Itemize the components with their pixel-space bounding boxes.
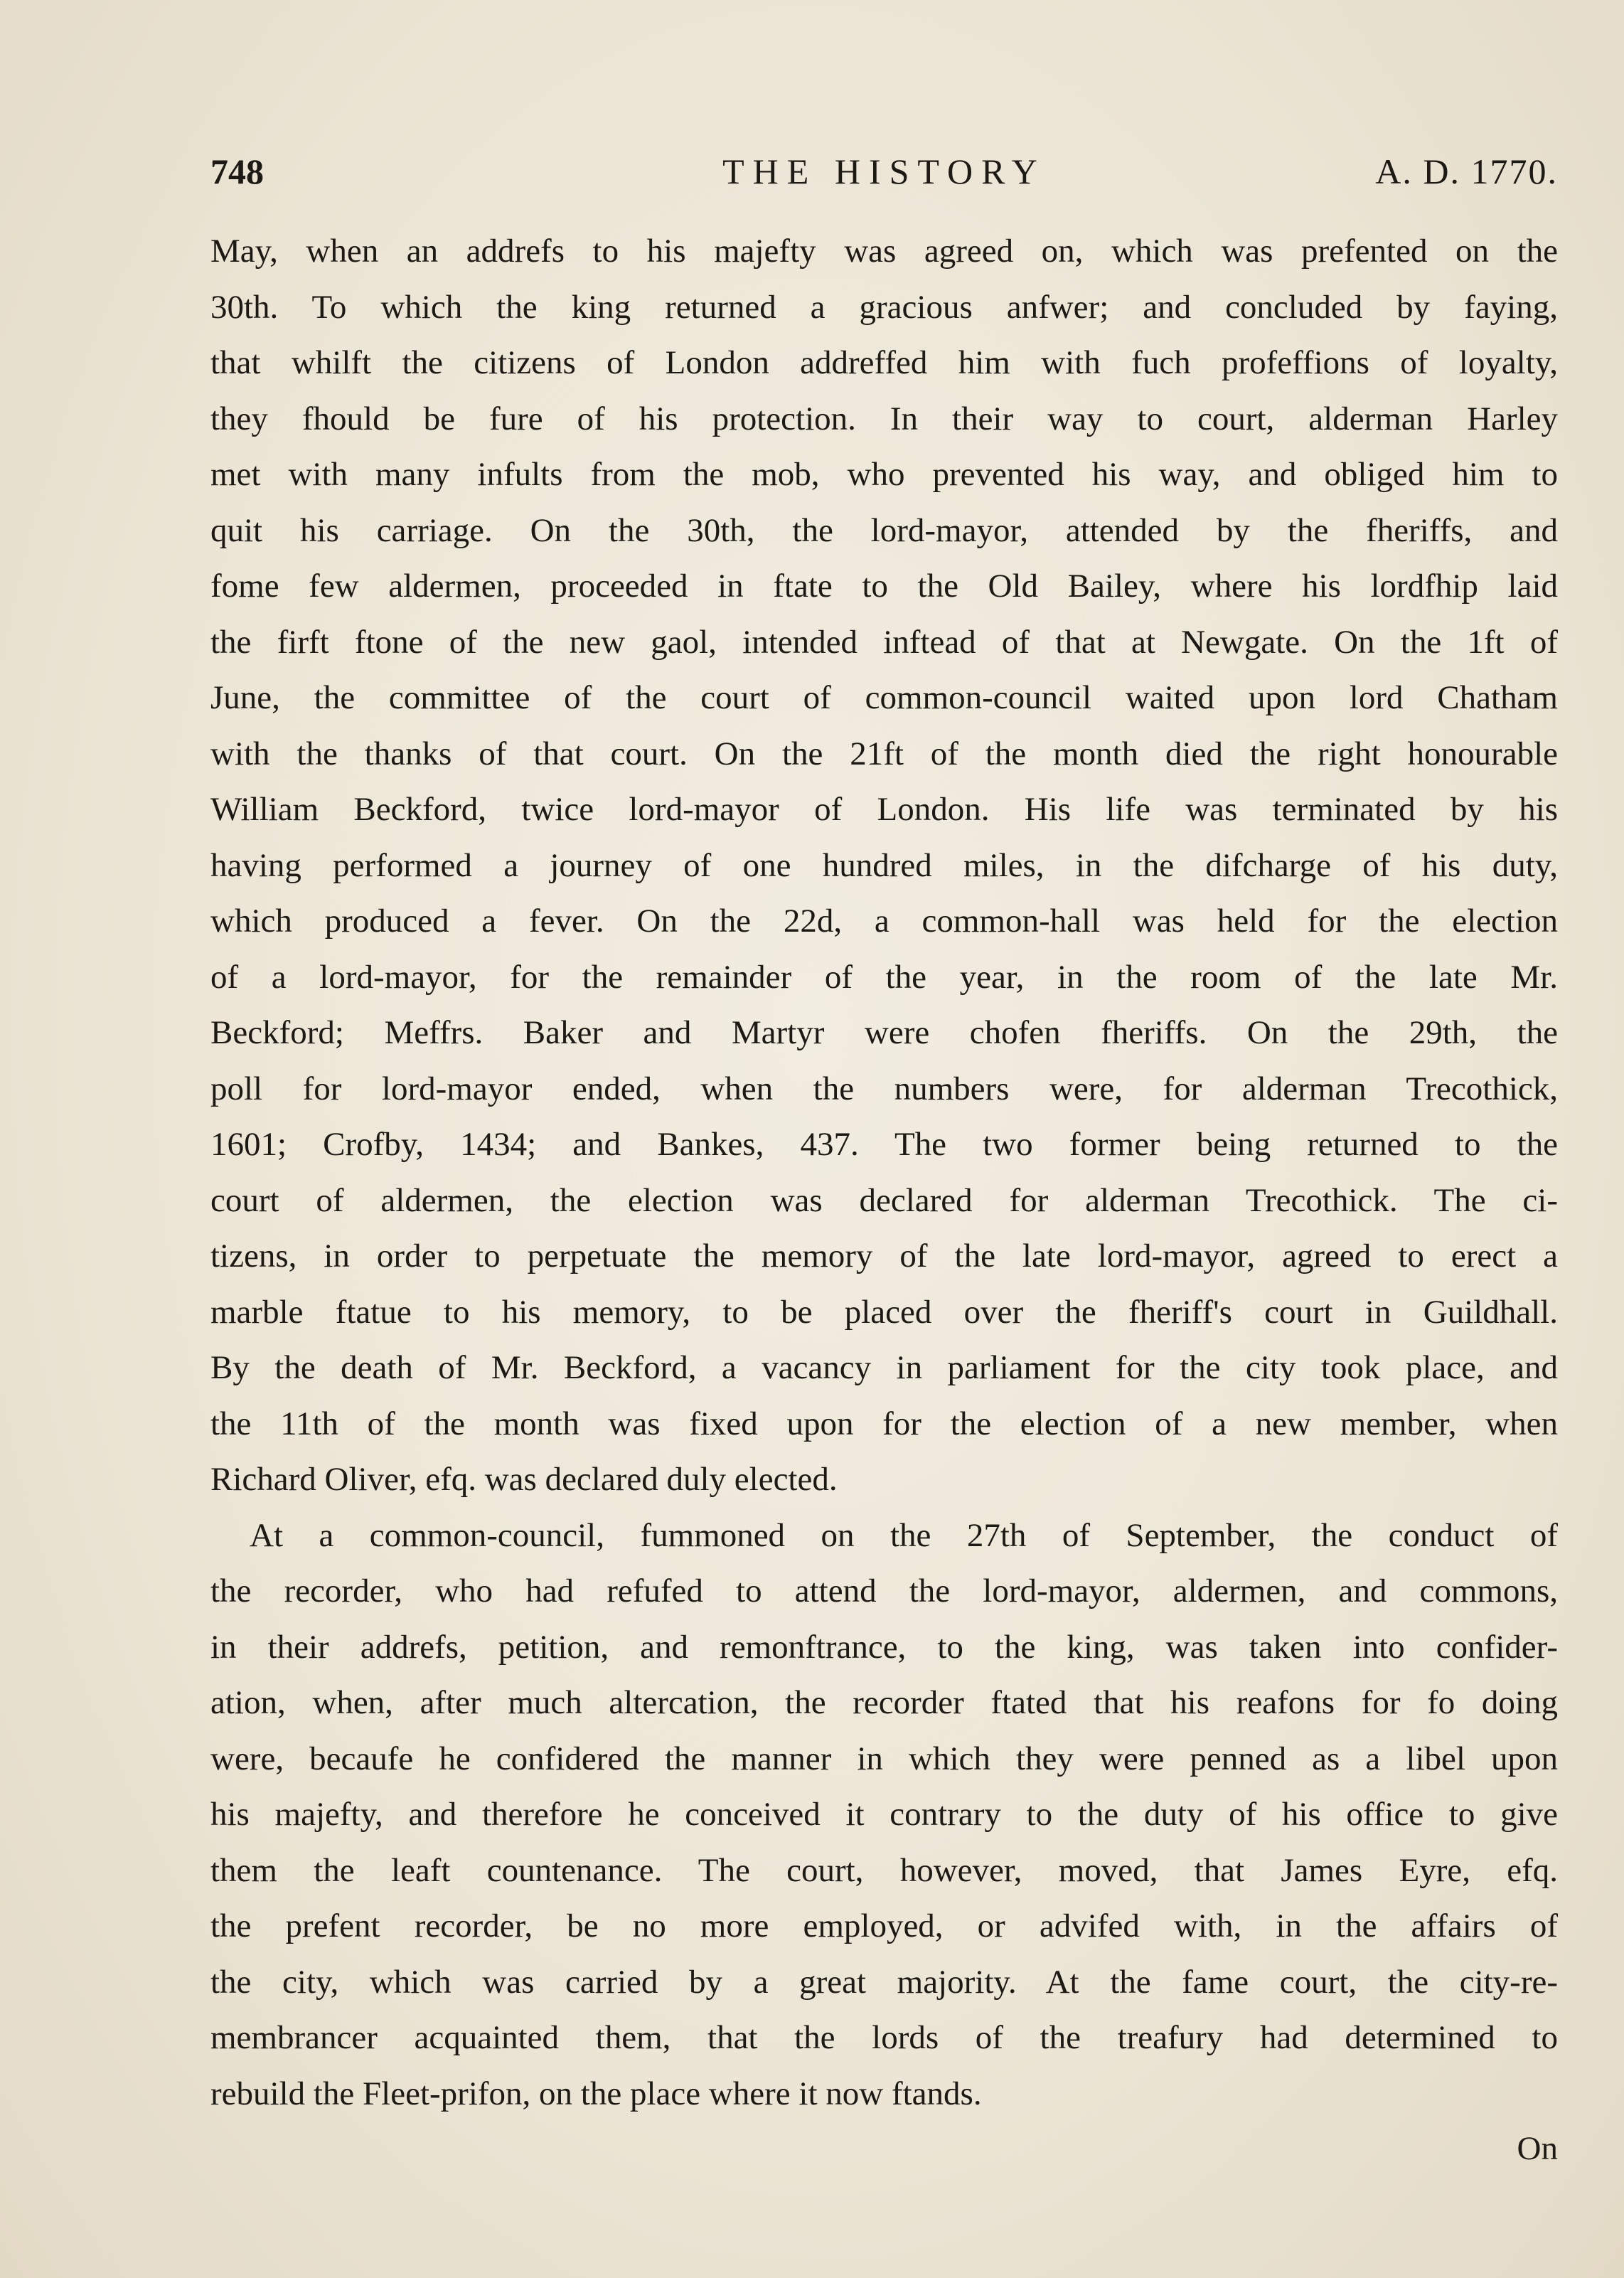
text-line: William Beckford, twice lord-mayor of London. His life was terminated by his [210,791,1558,828]
text-line: the city, which was carried by a great majority. At the fame court, the city-re- [210,1963,1558,2001]
text-line: which produced a fever. On the 22d, a common-hall was held for the election [210,903,1558,940]
text-line: ation, when, after much altercation, the recorder ftated that his reafons for fo doing [210,1684,1558,1721]
running-header [210,151,1558,196]
text-line: his majefty, and therefore he conceived it contrary to the duty of his office to give [210,1796,1558,1833]
text-line: them the leaft countenance. The court, however, moved, that James Eyre, efq. [210,1851,1558,1889]
text-line: June, the committee of the court of common-council waited upon lord Chatham [210,679,1558,716]
text-line: with the thanks of that court. On the 21ft of the month died the right honourable [210,735,1558,772]
text-line: quit his carriage. On the 30th, the lord-mayor, attended by the fheriffs, and [210,511,1558,549]
text-line: By the death of Mr. Beckford, a vacancy in parliament for the city took place, and [210,1349,1558,1386]
text-line: rebuild the Fleet-prifon, on the place where it now ftands. [210,2075,982,2112]
body-text [210,223,1558,2122]
text-line: Beckford; Meffrs. Baker and Martyr were chofen fheriffs. On the 29th, the [210,1014,1558,1051]
running-date: A. D. 1770. [1375,151,1558,191]
text-line: marble ftatue to his memory, to be placed over the fheriff's court in Guildhall. [210,1293,1558,1331]
text-line: Richard Oliver, efq. was declared duly elected. [210,1461,838,1498]
paragraph-1 [210,223,1558,1508]
text-line: 30th. To which the king returned a gracious anfwer; and concluded by faying, [210,288,1558,326]
text-line: May, when an addrefs to his majefty was agreed on, which was prefented on the [210,233,1558,270]
text-line: the prefent recorder, be no more employed, or advifed with, in the affairs of [210,1907,1558,1944]
text-line: At a common-council, fummoned on the 27th of September, the conduct of [250,1516,1558,1554]
text-line: 1601; Crofby, 1434; and Bankes, 437. The two former being returned to the [210,1126,1558,1163]
text-line: poll for lord-mayor ended, when the numbers were, for alderman Trecothick, [210,1070,1558,1107]
text-line: tizens, in order to perpetuate the memory of the late lord-mayor, agreed to erect a [210,1238,1558,1274]
text-line: membrancer acquainted them, that the lords of the treafury had determined to [210,2019,1558,2056]
text-line: were, becaufe he confidered the manner in which they were penned as a libel upon [210,1740,1558,1777]
text-line: they fhould be fure of his protection. In their way to court, alderman Harley [210,400,1558,437]
text-line: met with many infults from the mob, who prevented his way, and obliged him to [210,456,1558,493]
text-line: fome few aldermen, proceeded in ftate to the Old Bailey, where his lordfhip laid [210,568,1558,605]
running-title: THE HISTORY [722,151,1046,191]
text-line: the recorder, who had refufed to attend the lord-mayor, aldermen, and commons, [210,1572,1558,1609]
page-number: 748 [210,151,264,191]
text-line: in their addrefs, petition, and remonftrance, to the king, was taken into confider- [210,1628,1558,1666]
text-line: of a lord-mayor, for the remainder of the year, in the room of the late Mr. [210,958,1558,996]
text-line: the 11th of the month was fixed upon for the election of a new member, when [210,1405,1558,1442]
text-line: the firft ftone of the new gaol, intended inftead of that at Newgate. On the 1ft of [210,623,1558,661]
text-line: court of aldermen, the election was declared for alderman Trecothick. The ci- [210,1181,1558,1219]
catchword: On [1517,2130,1558,2167]
paragraph-2 [210,1508,1558,2122]
text-line: that whilft the citizens of London addreffed him with fuch profeffions of loyalty, [210,344,1558,381]
text-line: having performed a journey of one hundred miles, in the difcharge of his duty, [210,846,1558,884]
